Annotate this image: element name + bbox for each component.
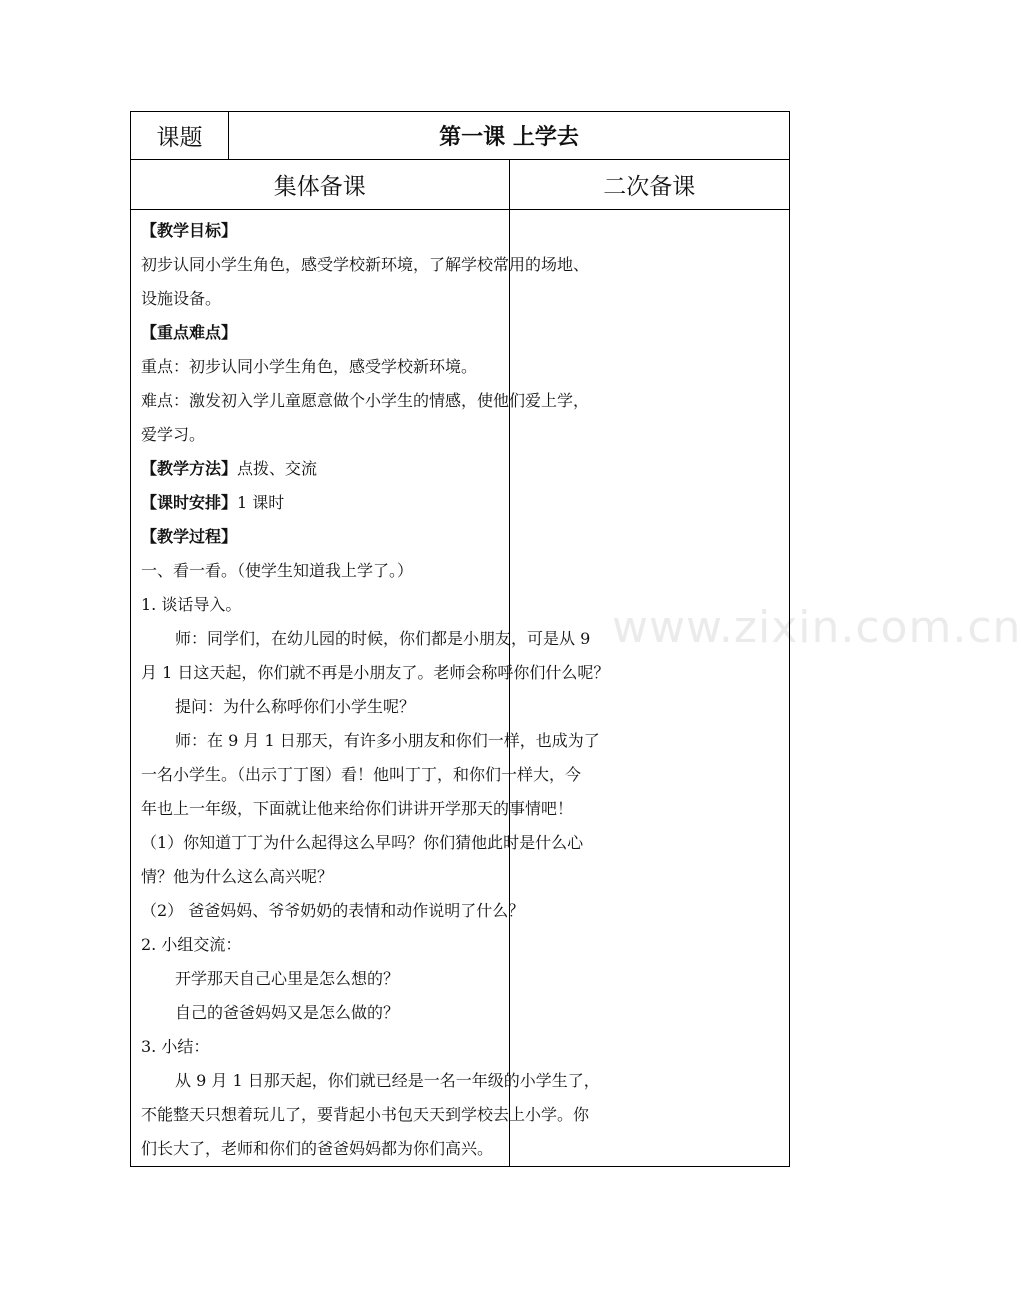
paragraph1-line2: 月 1 日这天起，你们就不再是小朋友了。老师会称呼你们什么呢？: [141, 663, 610, 682]
key-points-heading: 【重点难点】: [141, 323, 238, 342]
schedule-text: 1 课时: [237, 493, 285, 512]
schedule-line: [141, 486, 501, 520]
second-prep-header: 二次备课: [509, 160, 790, 210]
collective-prep-content: [131, 210, 610, 1167]
paragraph3-line2: 一名小学生。（出示丁丁图）看！他叫丁丁，和你们一样大，今: [141, 765, 582, 784]
lesson-plan-table: [130, 111, 790, 1167]
lesson-title: 第一课 上学去: [229, 112, 790, 160]
goals-text-line1: 初步认同小学生角色，感受学校新环境，了解学校常用的场地、: [141, 255, 590, 274]
question2-text: （2） 爸爸妈妈、爷爷奶奶的表情和动作说明了什么？: [141, 901, 525, 920]
second-prep-content[interactable]: [509, 210, 790, 1167]
item3-text: 3. 小结：: [141, 1037, 210, 1056]
summary-line3: 们长大了，老师和你们的爸爸妈妈都为你们高兴。: [141, 1139, 494, 1158]
goals-text-line2: 设施设备。: [141, 289, 222, 308]
topic-label: 课题: [131, 112, 229, 160]
summary-line1: 从 9 月 1 日那天起，你们就已经是一名一年级的小学生了，: [175, 1071, 600, 1090]
difficulty-text-line1: 难点：激发初入学儿童愿意做个小学生的情感，使他们爱上学，: [141, 391, 590, 410]
schedule-heading: 【课时安排】: [141, 493, 238, 512]
difficulty-text-line2: 爱学习。: [141, 425, 206, 444]
goals-heading: 【教学目标】: [141, 221, 238, 240]
method-line: [141, 452, 501, 486]
item2-text: 2. 小组交流：: [141, 935, 242, 954]
method-heading: 【教学方法】: [141, 459, 238, 478]
question1-line2: 情？他为什么这么高兴呢？: [141, 867, 334, 886]
step1-text: 一、看一看。（使学生知道我上学了。）: [141, 561, 414, 580]
paragraph3-line1: 师：在 9 月 1 日那天，有许多小朋友和你们一样，也成为了: [175, 731, 600, 750]
method-text: 点拨、交流: [237, 459, 318, 478]
title-row: [131, 112, 790, 160]
paragraph1-line1: 师：同学们，在幼儿园的时候，你们都是小朋友，可是从 9: [175, 629, 591, 648]
summary-line2: 不能整天只想着玩儿了，要背起小书包天天到学校去上小学。你: [141, 1105, 590, 1124]
section-header-row: [131, 160, 790, 210]
key-point-text: 重点：初步认同小学生角色，感受学校新环境。: [141, 357, 478, 376]
item2-point-a: 开学那天自己心里是怎么想的？: [175, 969, 400, 988]
watermark: www.zixin.com.cn: [612, 602, 1021, 653]
paragraph2-text: 提问：为什么称呼你们小学生呢？: [175, 697, 416, 716]
process-heading: 【教学过程】: [141, 527, 238, 546]
collective-prep-header: 集体备课: [131, 160, 510, 210]
question1-line1: （1）你知道丁丁为什么起得这么早吗？你们猜他此时是什么心: [141, 833, 584, 852]
content-row: [131, 210, 790, 1167]
item1-text: 1. 谈话导入。: [141, 595, 242, 614]
item2-point-b: 自己的爸爸妈妈又是怎么做的？: [175, 1003, 400, 1022]
paragraph3-line3: 年也上一年级，下面就让他来给你们讲讲开学那天的事情吧！: [141, 799, 574, 818]
